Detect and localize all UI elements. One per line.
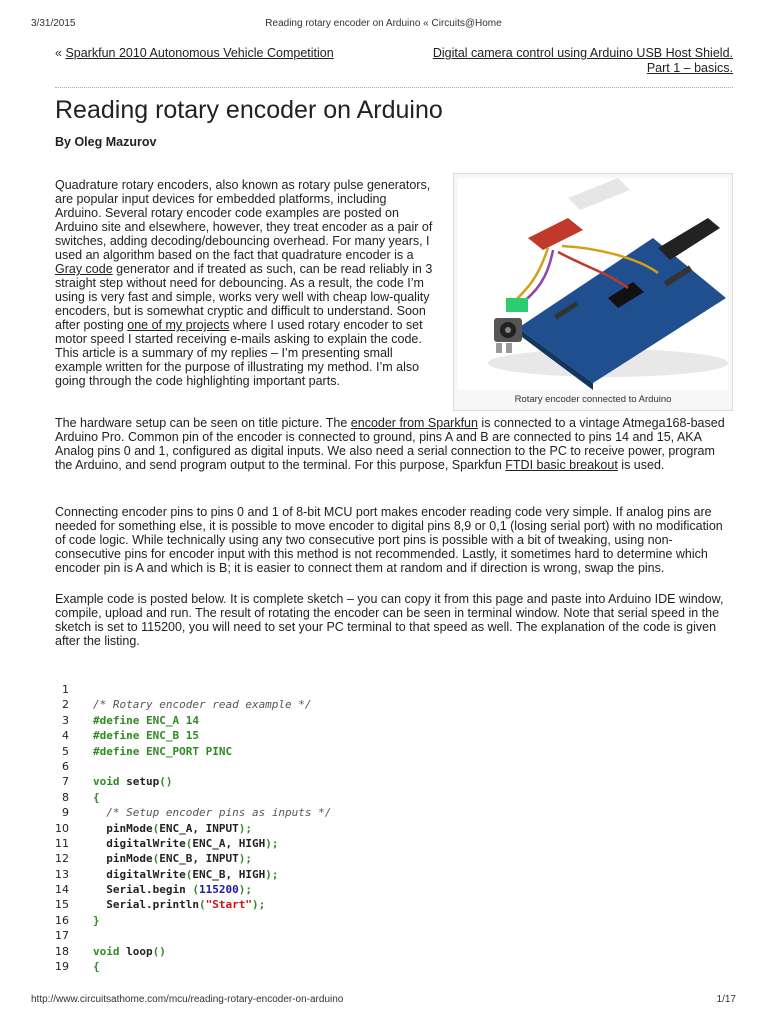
code-token: /* Setup encoder pins as inputs */: [106, 806, 332, 820]
wiring-paragraph: Connecting encoder pins to pins 0 and 1 of 8-bit MCU port makes encoder reading code very simple. If analog pins are needed for something else, it is possible to move encoder to digital pins 8,9 or 0,1 (losing serial port) with no modification of code logic. While technically using any two consecutive port pins is possible with a bit of tweaking, using non-consecutive pins for encoder input with this method is not recommended. Lastly, it sometimes hard to determine which encoder pin is A and which is B; it is easier to connect them at random and if direction is wrong, swap the pins.: [55, 505, 723, 575]
line-number: 10: [55, 821, 69, 835]
code-text: [93, 729, 199, 742]
code-line: [55, 960, 675, 975]
line-number: 6: [62, 759, 69, 773]
code-text: [93, 837, 278, 850]
code-line: [55, 914, 675, 929]
code-token: ENC_A, HIGH: [192, 836, 266, 850]
line-number: 18: [55, 944, 69, 958]
text-run: is used.: [617, 458, 665, 472]
next-post-link-line2: Part 1 – basics.: [646, 61, 733, 75]
code-line: [55, 883, 675, 898]
print-page-number: 1/17: [716, 994, 736, 1005]
code-token: void: [93, 944, 120, 958]
code-token: [93, 898, 106, 911]
code-text: [93, 852, 252, 865]
code-text: [93, 714, 199, 727]
code-token: digitalWrite: [106, 836, 186, 850]
line-number: 15: [55, 898, 69, 912]
text-run: The hardware setup can be seen on title picture. The: [55, 416, 351, 430]
code-line: [55, 698, 675, 713]
figure-caption: Rotary encoder connected to Arduino: [514, 394, 672, 405]
code-line: [55, 806, 675, 821]
code-token: [93, 883, 106, 896]
text-run: is connected to a vintage Atmega168-based Arduino Pro. Common pin of the encoder is connected to ground, pins A and B are connected to pins 14 and 15, AKA Analog pins 0 and 1, configured as digital inputs. We also need a serial connection to the PC to receive power, program the Arduino, and send program output to the terminal. For this purpose, Sparkfun: [55, 416, 725, 472]
prev-post: [55, 46, 334, 60]
code-token: #define ENC_PORT PINC: [93, 744, 233, 758]
post-byline: By Oleg Mazurov: [55, 135, 157, 149]
code-token: ENC_A, INPUT: [159, 821, 239, 835]
code-token: }: [93, 913, 100, 927]
line-number: 4: [62, 729, 69, 743]
code-token: );: [251, 898, 266, 912]
arduino-encoder-photo: [458, 178, 728, 390]
code-text: [93, 945, 166, 958]
line-number: 9: [62, 806, 69, 820]
code-text: [93, 806, 331, 819]
line-number: 1: [62, 683, 69, 696]
code-line: [55, 852, 675, 867]
code-token: pinMode: [106, 852, 153, 866]
line-number: 14: [55, 883, 69, 897]
code-text: [93, 898, 265, 911]
code-token: (): [152, 944, 166, 958]
text-run: Quadrature rotary encoders, also known as rotary pulse generators, are popular input devices for embedded platforms, including Arduino. Several rotary encoder code examples are posted on Arduino site and elsewhere, however, they treat encoder as a pair of switches, adding decoding/debouncing overhead. For many years, I used an algorithm based on the fact that quadrature encoder is a: [55, 178, 433, 262]
code-token: [93, 837, 106, 850]
code-token: void: [93, 775, 120, 789]
code-text: [93, 914, 100, 927]
code-line: [55, 791, 675, 806]
line-number: 17: [55, 929, 69, 943]
code-text: [93, 868, 278, 881]
ftdi-breakout-link[interactable]: FTDI basic breakout: [505, 458, 618, 472]
code-token: (): [159, 775, 173, 789]
code-token: (: [198, 898, 206, 912]
code-token: Serial.begin: [106, 883, 193, 897]
code-listing[interactable]: [55, 683, 675, 975]
code-token: (: [185, 836, 193, 850]
code-token: "Start": [205, 898, 252, 912]
code-token: [93, 868, 106, 881]
code-token: #define ENC_B 15: [93, 729, 199, 743]
my-projects-link[interactable]: one of my projects: [127, 318, 230, 332]
line-number: 19: [55, 960, 69, 974]
line-number: 5: [62, 744, 69, 758]
code-token: (: [185, 867, 193, 881]
code-token: loop: [126, 944, 153, 958]
code-text: [93, 775, 173, 788]
code-line: [55, 898, 675, 913]
code-text: [93, 822, 252, 835]
sparkfun-encoder-link[interactable]: encoder from Sparkfun: [350, 416, 478, 430]
code-token: digitalWrite: [106, 867, 186, 881]
post-navigation: [55, 46, 733, 86]
code-token: Serial.println: [106, 898, 199, 912]
code-line: [55, 760, 675, 775]
post-title: Reading rotary encoder on Arduino: [55, 96, 443, 124]
code-token: ENC_B, INPUT: [159, 852, 239, 866]
prev-post-link[interactable]: Sparkfun 2010 Autonomous Vehicle Competition: [65, 46, 334, 60]
code-line: [55, 822, 675, 837]
prev-arrow: «: [55, 46, 62, 60]
code-line: [55, 714, 675, 729]
code-line: [55, 729, 675, 744]
line-number: 7: [62, 775, 69, 789]
code-line: [55, 745, 675, 760]
line-number: 12: [55, 852, 69, 866]
code-text: [93, 698, 312, 711]
print-header: [31, 18, 736, 32]
code-text: [93, 745, 232, 758]
code-line: [55, 837, 675, 852]
code-token: ENC_B, HIGH: [192, 867, 266, 881]
code-token: (: [152, 821, 160, 835]
code-token: );: [238, 883, 252, 897]
print-url: http://www.circuitsathome.com/mcu/reading-rotary-encoder-on-arduino: [31, 994, 344, 1005]
code-token: [93, 822, 106, 835]
line-number: 8: [62, 790, 69, 804]
next-post-link[interactable]: [433, 46, 733, 75]
code-token: 115200: [198, 883, 239, 897]
code-token: setup: [126, 775, 160, 789]
code-line: [55, 868, 675, 883]
code-token: [93, 852, 106, 865]
example-paragraph: Example code is posted below. It is complete sketch – you can copy it from this page and paste into Arduino IDE window, compile, upload and run. The result of rotating the encoder can be seen in terminal window. Note that serial speed in the sketch is set to 115200, you will need to set your PC terminal to that speed as well. The explanation of the code is given after the listing.: [55, 592, 724, 648]
code-token: (: [152, 852, 160, 866]
code-token: #define ENC_A 14: [93, 713, 199, 727]
line-number: 3: [62, 713, 69, 727]
next-post-link-line1: Digital camera control using Arduino USB Host Shield.: [432, 46, 733, 60]
code-line: [55, 775, 675, 790]
code-line: [55, 929, 675, 944]
text-run: where I used rotary encoder to set motor speed I started receiving e-mails asking to explain the code. This article is a summary of my replies – I’m presenting small example written for the purpose of illustrating my method. I’m also going through the code highlighting important parts.: [55, 318, 423, 388]
print-date: 3/31/2015: [31, 18, 76, 29]
line-number: 16: [55, 913, 69, 927]
gray-code-link[interactable]: Gray code: [55, 262, 113, 276]
code-token: );: [238, 852, 252, 866]
code-token: {: [93, 960, 100, 974]
code-token: (: [192, 883, 199, 897]
code-token: {: [93, 790, 100, 804]
code-token: /* Rotary encoder read example */: [93, 698, 312, 712]
code-text: [93, 960, 100, 973]
code-token: );: [238, 821, 252, 835]
code-token: [93, 806, 106, 819]
code-token: );: [265, 836, 279, 850]
code-token: pinMode: [106, 821, 153, 835]
code-line: [55, 945, 675, 960]
print-footer: [31, 994, 736, 1008]
code-line: [55, 683, 675, 698]
line-number: 2: [62, 698, 69, 712]
code-token: );: [265, 867, 279, 881]
next-post: [433, 46, 733, 76]
intro-paragraph: [55, 178, 435, 388]
code-text: [93, 883, 252, 896]
line-number: 11: [55, 836, 69, 850]
text-run: generator and if treated as such, can be read reliably in 3 straight step without need for debouncing. As a result, the code I’m using is very fast and simple, works very well with cheap low-quality encoders, but is somewhat cryptic and difficult to understand. Soon after posting: [55, 262, 433, 332]
divider: [55, 87, 733, 88]
code-text: [93, 791, 100, 804]
title-figure: [453, 173, 733, 411]
hardware-paragraph: [55, 416, 735, 472]
line-number: 13: [55, 867, 69, 881]
print-page-title: Reading rotary encoder on Arduino « Circuits@Home: [265, 18, 502, 29]
